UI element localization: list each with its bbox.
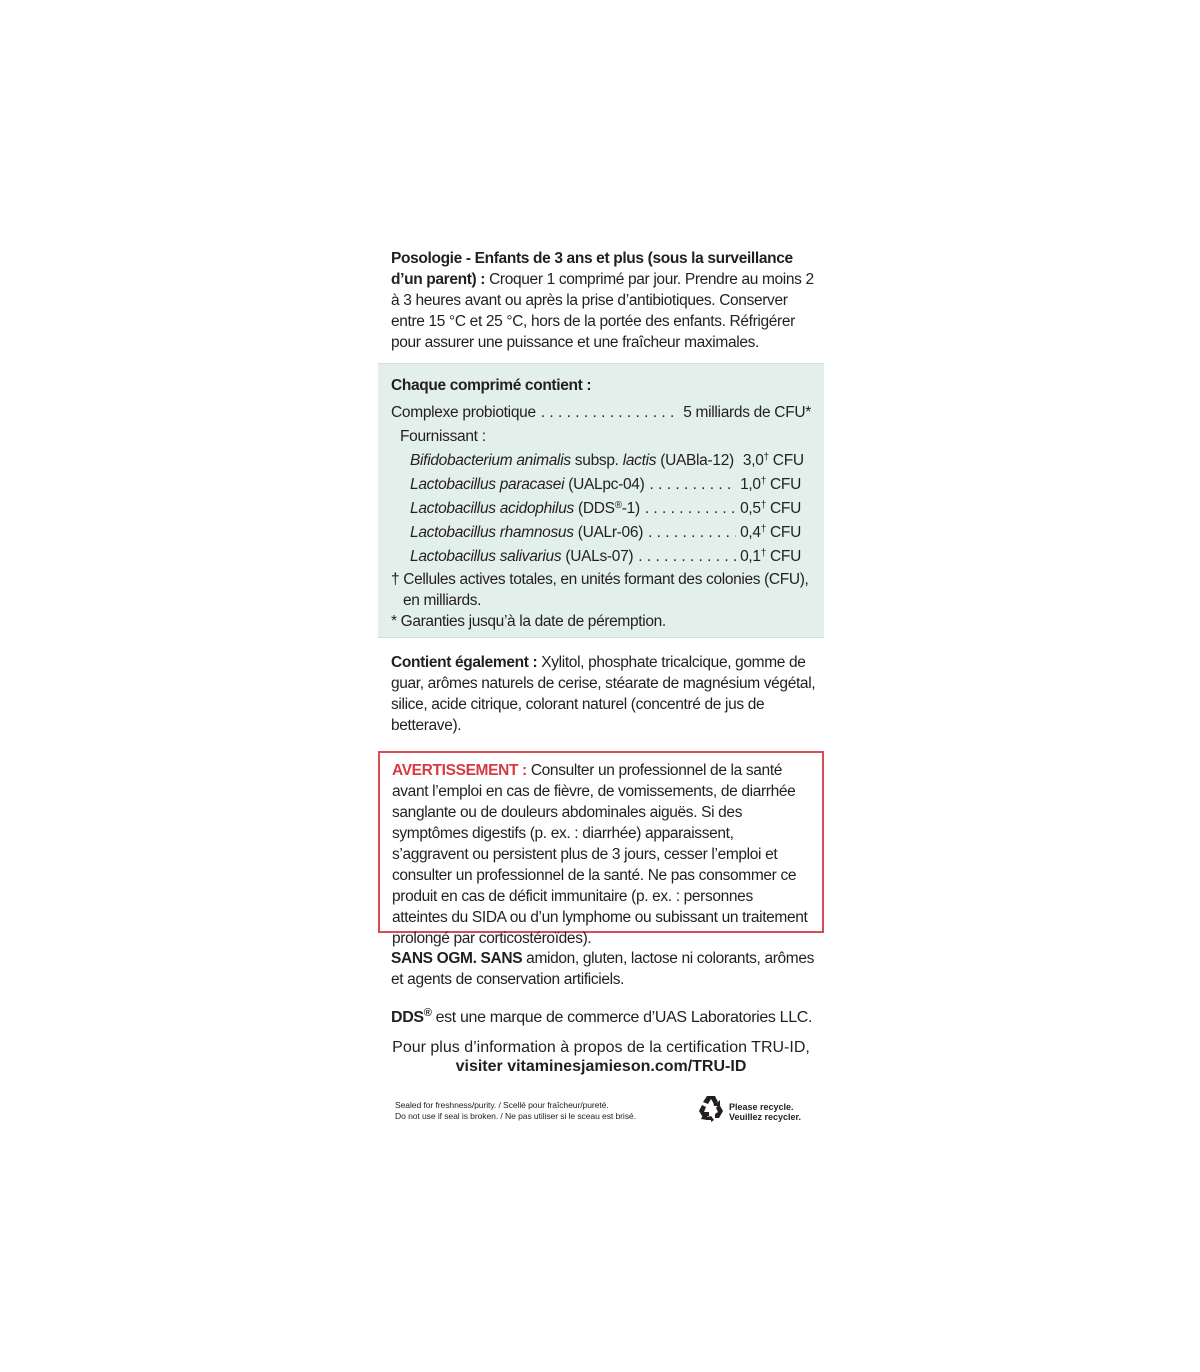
leader-dots: [633, 545, 736, 569]
strain-row: [391, 473, 811, 497]
strain-unit: CFU: [768, 452, 804, 469]
strain-row: [391, 545, 811, 569]
recycle-line: Please recycle.: [729, 1101, 794, 1112]
dagger-mark: †: [763, 452, 769, 463]
strain-row: [391, 521, 811, 545]
ingredients-title: Chaque comprimé contient :: [391, 377, 592, 394]
strain-species: Lactobacillus acidophilus: [410, 500, 574, 517]
dosage-label: Posologie - Enfants de 3 ans et plus (sous la surveillance d’un parent) :: [391, 250, 793, 288]
leader-dots: [536, 401, 679, 425]
strain-value: 0,4: [740, 524, 761, 541]
strain-code: (UALs-07): [561, 548, 634, 565]
certification-info: [378, 1038, 824, 1076]
dagger-mark: †: [760, 500, 767, 511]
registered-mark: ®: [423, 1007, 432, 1019]
leader-dots: [643, 521, 736, 545]
leader-dots: [640, 497, 736, 521]
trademark-notice: [378, 1007, 824, 1028]
strain-unit: CFU: [766, 476, 801, 493]
dagger-mark: †: [760, 524, 767, 535]
strain-code: (DDS: [573, 500, 615, 517]
strain-value: 0,5: [740, 500, 761, 517]
supplying-label: Fournissant :: [400, 428, 486, 445]
seal-notice: [395, 1100, 636, 1122]
strain-code: (UALpc-04): [564, 476, 645, 493]
strain-species: Lactobacillus paracasei: [410, 476, 565, 493]
complex-amount: 5 milliards de CFU*: [683, 404, 811, 421]
seal-line: Sealed for freshness/purity. / Scellé pour fraîcheur/pureté.: [395, 1100, 609, 1110]
strain-value: 0,1: [740, 548, 761, 565]
dagger-note: † Cellules actives totales, en unités formant des colonies (CFU),: [391, 571, 809, 588]
dosage-text: Croquer 1 comprimé par jour. Prendre au moins 2 à 3 heures avant ou après la prise d’antibiotiques. Conserver entre 15 °C et 25 °C, hors de la portée des enfants. Réfrigérer pour assurer une puissance et une fraîcheur maximales.: [391, 271, 814, 351]
strain-species: Lactobacillus salivarius: [410, 548, 562, 565]
dosage-section: [378, 248, 824, 353]
strain-code-end: -1): [621, 500, 640, 517]
leader-dots: [645, 473, 737, 497]
warning-box: [378, 751, 824, 947]
strain-unit: CFU: [766, 524, 801, 541]
strain-unit: CFU: [766, 500, 801, 517]
strain-value: 1,0: [740, 476, 761, 493]
info-url: visiter vitaminesjamieson.com/TRU-ID: [455, 1058, 747, 1075]
strain-code: (UABla-12): [656, 452, 734, 469]
strain-subsp: subsp.: [570, 452, 623, 469]
warning-text: Consulter un professionnel de la santé avant l’emploi en cas de fièvre, de vomissements, de diarrhée sanglante ou de douleurs abdominales aiguës. Si des symptômes digestifs (p. ex. : diarrhée) apparaissent, s’aggravent ou persistent plus de 3 jours, cesser l’emploi et consulter un professionnel de la santé. Ne pas consommer ce produit en cas de déficit immunitaire (p. ex. : personnes atteintes du SIDA ou d’un lymphome ou subissant un traitement prolongé par corticostéroïdes).: [392, 762, 808, 947]
strain-row: [391, 497, 811, 521]
strain-code: (UALr-06): [573, 524, 644, 541]
strain-sub: lactis: [622, 452, 657, 469]
recycle-icon: [698, 1095, 724, 1128]
strain-row: [391, 449, 811, 473]
warning-label: AVERTISSEMENT :: [392, 762, 527, 779]
dagger-note-cont: en milliards.: [403, 592, 482, 609]
recycle-line: Veuillez recycler.: [729, 1111, 802, 1122]
trademark-brand: DDS: [391, 1009, 424, 1026]
complex-name: Complexe probiotique: [391, 404, 536, 421]
registered-mark: ®: [614, 500, 622, 511]
free-from-text: amidon, gluten, lactose ni colorants, arômes et agents de conservation artificiels.: [391, 950, 815, 988]
ingredients-box: [378, 363, 824, 638]
other-ingredients-text: Xylitol, phosphate tricalcique, gomme de guar, arômes naturels de cerise, stéarate de magnésium végétal, silice, acide citrique, colorant naturel (concentré de jus de betterave).: [391, 654, 816, 734]
free-from-section: [378, 948, 824, 990]
trademark-text: est une marque de commerce d’UAS Laboratories LLC.: [431, 1009, 813, 1026]
info-line: Pour plus d’information à propos de la certification TRU-ID,: [392, 1039, 810, 1056]
star-note: * Garanties jusqu’à la date de péremption.: [391, 613, 666, 630]
strain-species: Bifidobacterium animalis: [410, 452, 571, 469]
seal-line: Do not use if seal is broken. / Ne pas utiliser si le sceau est brisé.: [395, 1111, 636, 1121]
dagger-mark: †: [760, 476, 767, 487]
other-ingredients-label: Contient également :: [391, 654, 538, 671]
strain-species: Lactobacillus rhamnosus: [410, 524, 574, 541]
other-ingredients-section: [378, 652, 824, 736]
dagger-mark: †: [760, 548, 767, 559]
free-from-label: SANS: [480, 950, 523, 967]
non-gmo-label: SANS OGM.: [391, 950, 477, 967]
strain-unit: CFU: [766, 548, 801, 565]
recycle-notice: [698, 1095, 801, 1128]
strain-value: 3,0: [742, 452, 764, 469]
probiotic-complex-row: [391, 401, 811, 425]
